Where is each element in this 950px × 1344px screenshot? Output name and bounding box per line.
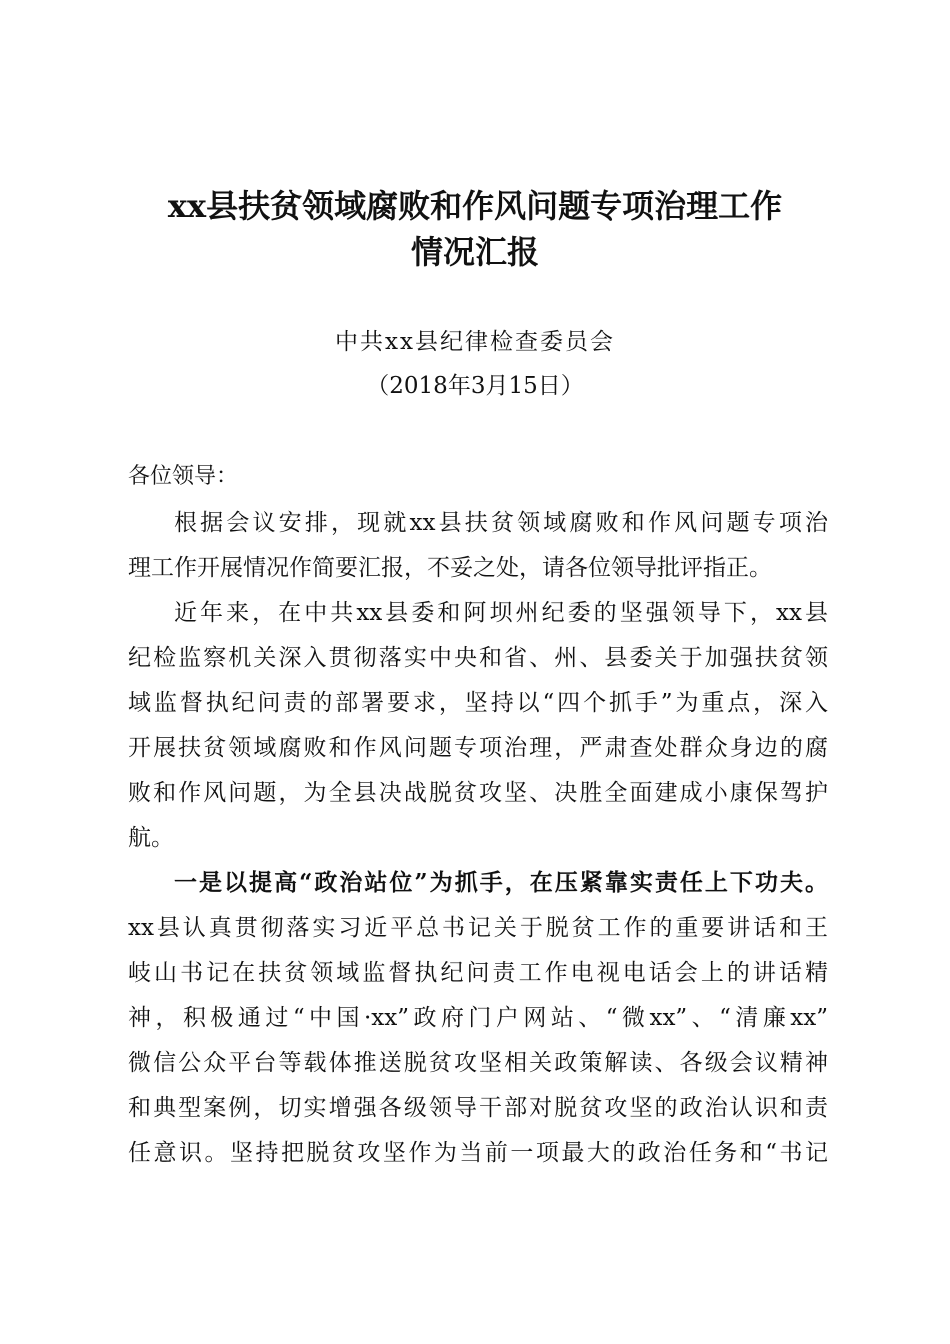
- body-line: 神，积极通过“中国·xx”政府门户网站、“微xx”、“清廉xx”: [128, 1005, 828, 1031]
- body-line: 岐山书记在扶贫领域监督执纪问责工作电视电话会上的讲话精: [128, 960, 828, 986]
- document-title-line-2: 情况汇报: [410, 233, 539, 271]
- body-line: 域监督执纪问责的部署要求，坚持以“四个抓手”为重点，深入: [128, 690, 828, 716]
- document-date: （2018年3月15日）: [366, 373, 584, 399]
- section-heading-line: 一是以提高“政治站位”为抓手，在压紧靠实责任上下功夫。: [174, 869, 828, 896]
- body-line: 近年来，在中共xx县委和阿坝州纪委的坚强领导下，xx县: [174, 600, 828, 626]
- body-line: 理工作开展情况作简要汇报，不妥之处，请各位领导批评指正。: [128, 555, 772, 581]
- body-line: 和典型案例，切实增强各级领导干部对脱贫攻坚的政治认识和责: [128, 1095, 828, 1121]
- body-line: 航。: [128, 825, 174, 851]
- body-line: 开展扶贫领域腐败和作风问题专项治理，严肃查处群众身边的腐: [128, 735, 828, 761]
- body-line: 根据会议安排，现就xx县扶贫领域腐败和作风问题专项治: [174, 510, 828, 536]
- greeting: 各位领导：: [128, 464, 239, 489]
- body-line: 败和作风问题，为全县决战脱贫攻坚、决胜全面建成小康保驾护: [128, 780, 828, 806]
- document-title-line-1: xx县扶贫领域腐败和作风问题专项治理工作: [167, 187, 783, 225]
- body-line: 任意识。坚持把脱贫攻坚作为当前一项最大的政治任务和“书记: [128, 1140, 828, 1166]
- body-line: xx县认真贯彻落实习近平总书记关于脱贫工作的重要讲话和王: [128, 915, 828, 941]
- issuing-organization: 中共xx县纪律检查委员会: [335, 329, 615, 355]
- body-line: 纪检监察机关深入贯彻落实中央和省、州、县委关于加强扶贫领: [128, 645, 828, 671]
- body-line: 微信公众平台等载体推送脱贫攻坚相关政策解读、各级会议精神: [128, 1050, 828, 1076]
